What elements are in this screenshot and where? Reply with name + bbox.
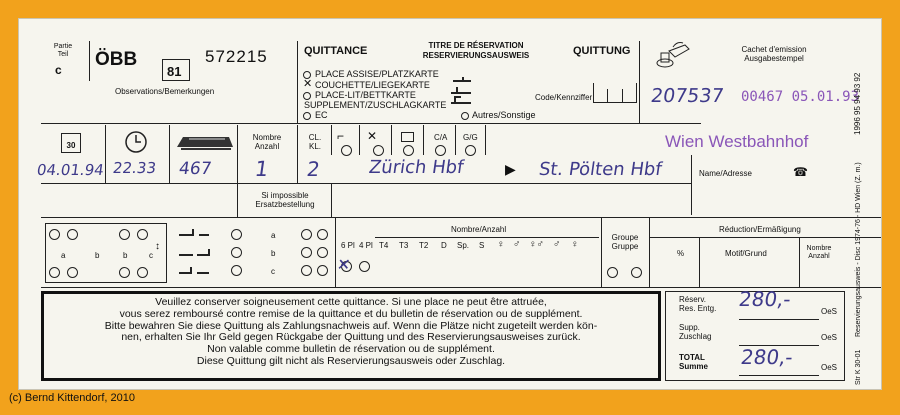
seat-b2-label: b [123,251,128,260]
name-label: Name/Adresse [699,169,752,178]
option-supplement: SUPPLEMENT/ZUSCHLAGKARTE [304,100,447,110]
train-icon [175,131,235,155]
reduction-label: Réduction/Ermäßigung [719,225,801,234]
ticket [18,18,882,390]
total-currency: OeS [821,363,838,372]
compartment-icon [401,132,414,142]
passenger-count: 1 [253,157,271,181]
partie-label: Partie Teil [53,43,73,58]
series-number: 81 [167,64,182,79]
option-couchette: COUCHETTE/LIEGEKARTE [315,80,430,90]
travel-time: 22.33 [111,159,158,177]
quittance-label: QUITTANCE [304,45,368,57]
departure-station: Zürich Hbf [367,157,465,178]
berth-small-icon: ⌐ [337,129,345,143]
col-t3: T3 [399,241,409,250]
total-label: TOTAL Summe [679,353,708,371]
child2-icon: ♀ [571,239,579,250]
side-form-code: Str K 30-01 [855,349,862,385]
notice-line: Veuillez conserver soigneusement cette quittance. Si une place ne peut être attruée, [155,296,547,308]
option-radio [461,112,469,120]
supp-label: Supp. Zuschlag [679,323,712,341]
reserv-label: Réserv. Res. Entg. [679,295,717,313]
nombre-small-label: Nombre Anzahl [806,245,832,260]
child-icon: ♂ [553,239,561,250]
woman-icon: ♂ [513,239,521,250]
seat-a-label: a [61,251,66,260]
travel-date: 04.01.94 [35,161,106,179]
option-circle [403,145,414,156]
berth-a-label: a [271,231,276,240]
pl-circle [359,261,370,272]
si-impossible-label: Si impossible Ersatzbestellung [255,191,315,209]
seat-circle [67,229,78,240]
direction-arrow-icon: ▶ [505,161,516,177]
notice-line: nen, erhalten Sie Ihr Geld gegen Rückgabe der Quittung und des Reservierungsausweises zurück. [121,331,581,344]
station-stamp: Wien Westbahnhof [665,132,809,151]
nombre-label: Nombre Anzahl [252,133,282,151]
berth-c-label: c [271,267,275,276]
side-form-text: Reservierungsausweis - Disc 1974-76 - HD Wien (Z. m.) [855,162,862,337]
travel-class: 2 [305,157,322,181]
group-circle [607,267,618,278]
option-place-lit: PLACE-LIT/BETTKARTE [315,90,416,100]
partie-value: c [55,63,62,77]
notice-line: Bitte bewahren Sie diese Quittung als Zahlungsnachweis auf. Wenn die Plätze nicht zugeteilt werden kön- [104,319,598,332]
motif-label: Motif/Grund [725,249,767,258]
gg-label: G/G [463,133,478,142]
berth-positions-icon [175,225,229,281]
seat-circle [137,267,148,278]
adult-icon: ♀ [497,239,505,250]
option-place-assise: PLACE ASSISE/PLATZKARTE [315,69,439,79]
seat-b-label: b [95,251,100,260]
option-ec: EC [315,110,328,120]
notice-line: vous serez remboursé contre remise de la quittance et du bulletin de réservation ou de supplément. [119,307,583,320]
no-smoking-icon: ✕ [367,129,378,143]
total-value: 280,- [739,345,795,369]
seat-circle [49,267,60,278]
berth-circle [317,265,328,276]
cachet-label: Cachet d'emission Ausgabestempel [741,45,807,63]
group-circle [631,267,642,278]
berth-circle [301,247,312,258]
class-label: CL. KL. [308,133,322,151]
phone-icon: ☎ [793,165,808,179]
observations-label: Observations/Bemerkungen [115,87,215,96]
reserv-value: 280,- [737,287,793,311]
seat-c-label: c [149,251,153,260]
col-d: D [441,241,447,250]
option-circle [373,145,384,156]
side-years: 1996 95 94 93 92 [853,72,862,135]
family-icon: ♀♂ [529,239,544,250]
train-number: 467 [177,159,213,179]
arrival-station: St. Pölten Hbf [537,159,664,180]
stamp-hand-icon [655,39,693,71]
option-radio [303,92,311,100]
option-checked-mark: ✕ [303,78,313,90]
berth-b-label: b [271,249,276,258]
berth-circle [317,247,328,258]
seat-circle [119,267,130,278]
berth-circle [231,247,242,258]
code-box [593,83,637,103]
reserv-currency: OeS [821,307,838,316]
groupe-label: Groupe Gruppe [611,233,639,251]
percent-label: % [677,249,685,258]
calendar-icon-value: 30 [66,141,76,150]
seat-circle [49,229,60,240]
berth-circle [301,265,312,276]
ca-label: C/A [434,133,448,142]
corridor-arrow-icon: ↕ [155,241,160,252]
option-circle [435,145,446,156]
six-pl-label: 6 Pl [341,241,355,250]
title-de: RESERVIERUNGSAUSWEIS [422,51,530,60]
berth-circle [231,265,242,276]
seat-circle [67,267,78,278]
ticket-number: 572215 [205,47,268,66]
berth-circle [231,229,242,240]
code-label: Code/Kennziffer [535,93,593,102]
col-t4: T4 [379,241,389,250]
seat-circle [119,229,130,240]
option-autres: Autres/Sonstige [472,110,536,120]
notice-box [41,291,661,381]
seat-nombre-label: Nombre/Anzahl [451,225,507,234]
notice-line: Diese Quittung gilt nicht als Reservierungsausweis oder Zuschlag. [196,354,506,367]
quittung-label: QUITTUNG [573,45,631,57]
four-pl-label: 4 Pl [359,241,373,250]
notice-line: Non valable comme bulletin de réservation ou de supplément. [207,343,495,356]
option-radio [303,112,311,120]
clock-icon [123,129,149,155]
machine-stamp: 00467 05.01.93 [741,89,860,105]
supp-currency: OeS [821,333,838,342]
seat-circle [137,229,148,240]
photo-credit: (c) Bernd Kittendorf, 2010 [6,391,138,405]
berth-icons [449,73,479,109]
berth-circle [301,229,312,240]
berth-circle [317,229,328,240]
option-circle [341,145,352,156]
option-circle [465,145,476,156]
six-pl-cross: ✕ [335,255,352,274]
col-t2: T2 [419,241,429,250]
col-sp: Sp. [457,241,470,250]
title-fr: TITRE DE RÉSERVATION [428,41,524,50]
col-s: S [479,241,485,250]
company-name: ÖBB [95,49,138,70]
handwritten-number: 207537 [649,85,726,107]
